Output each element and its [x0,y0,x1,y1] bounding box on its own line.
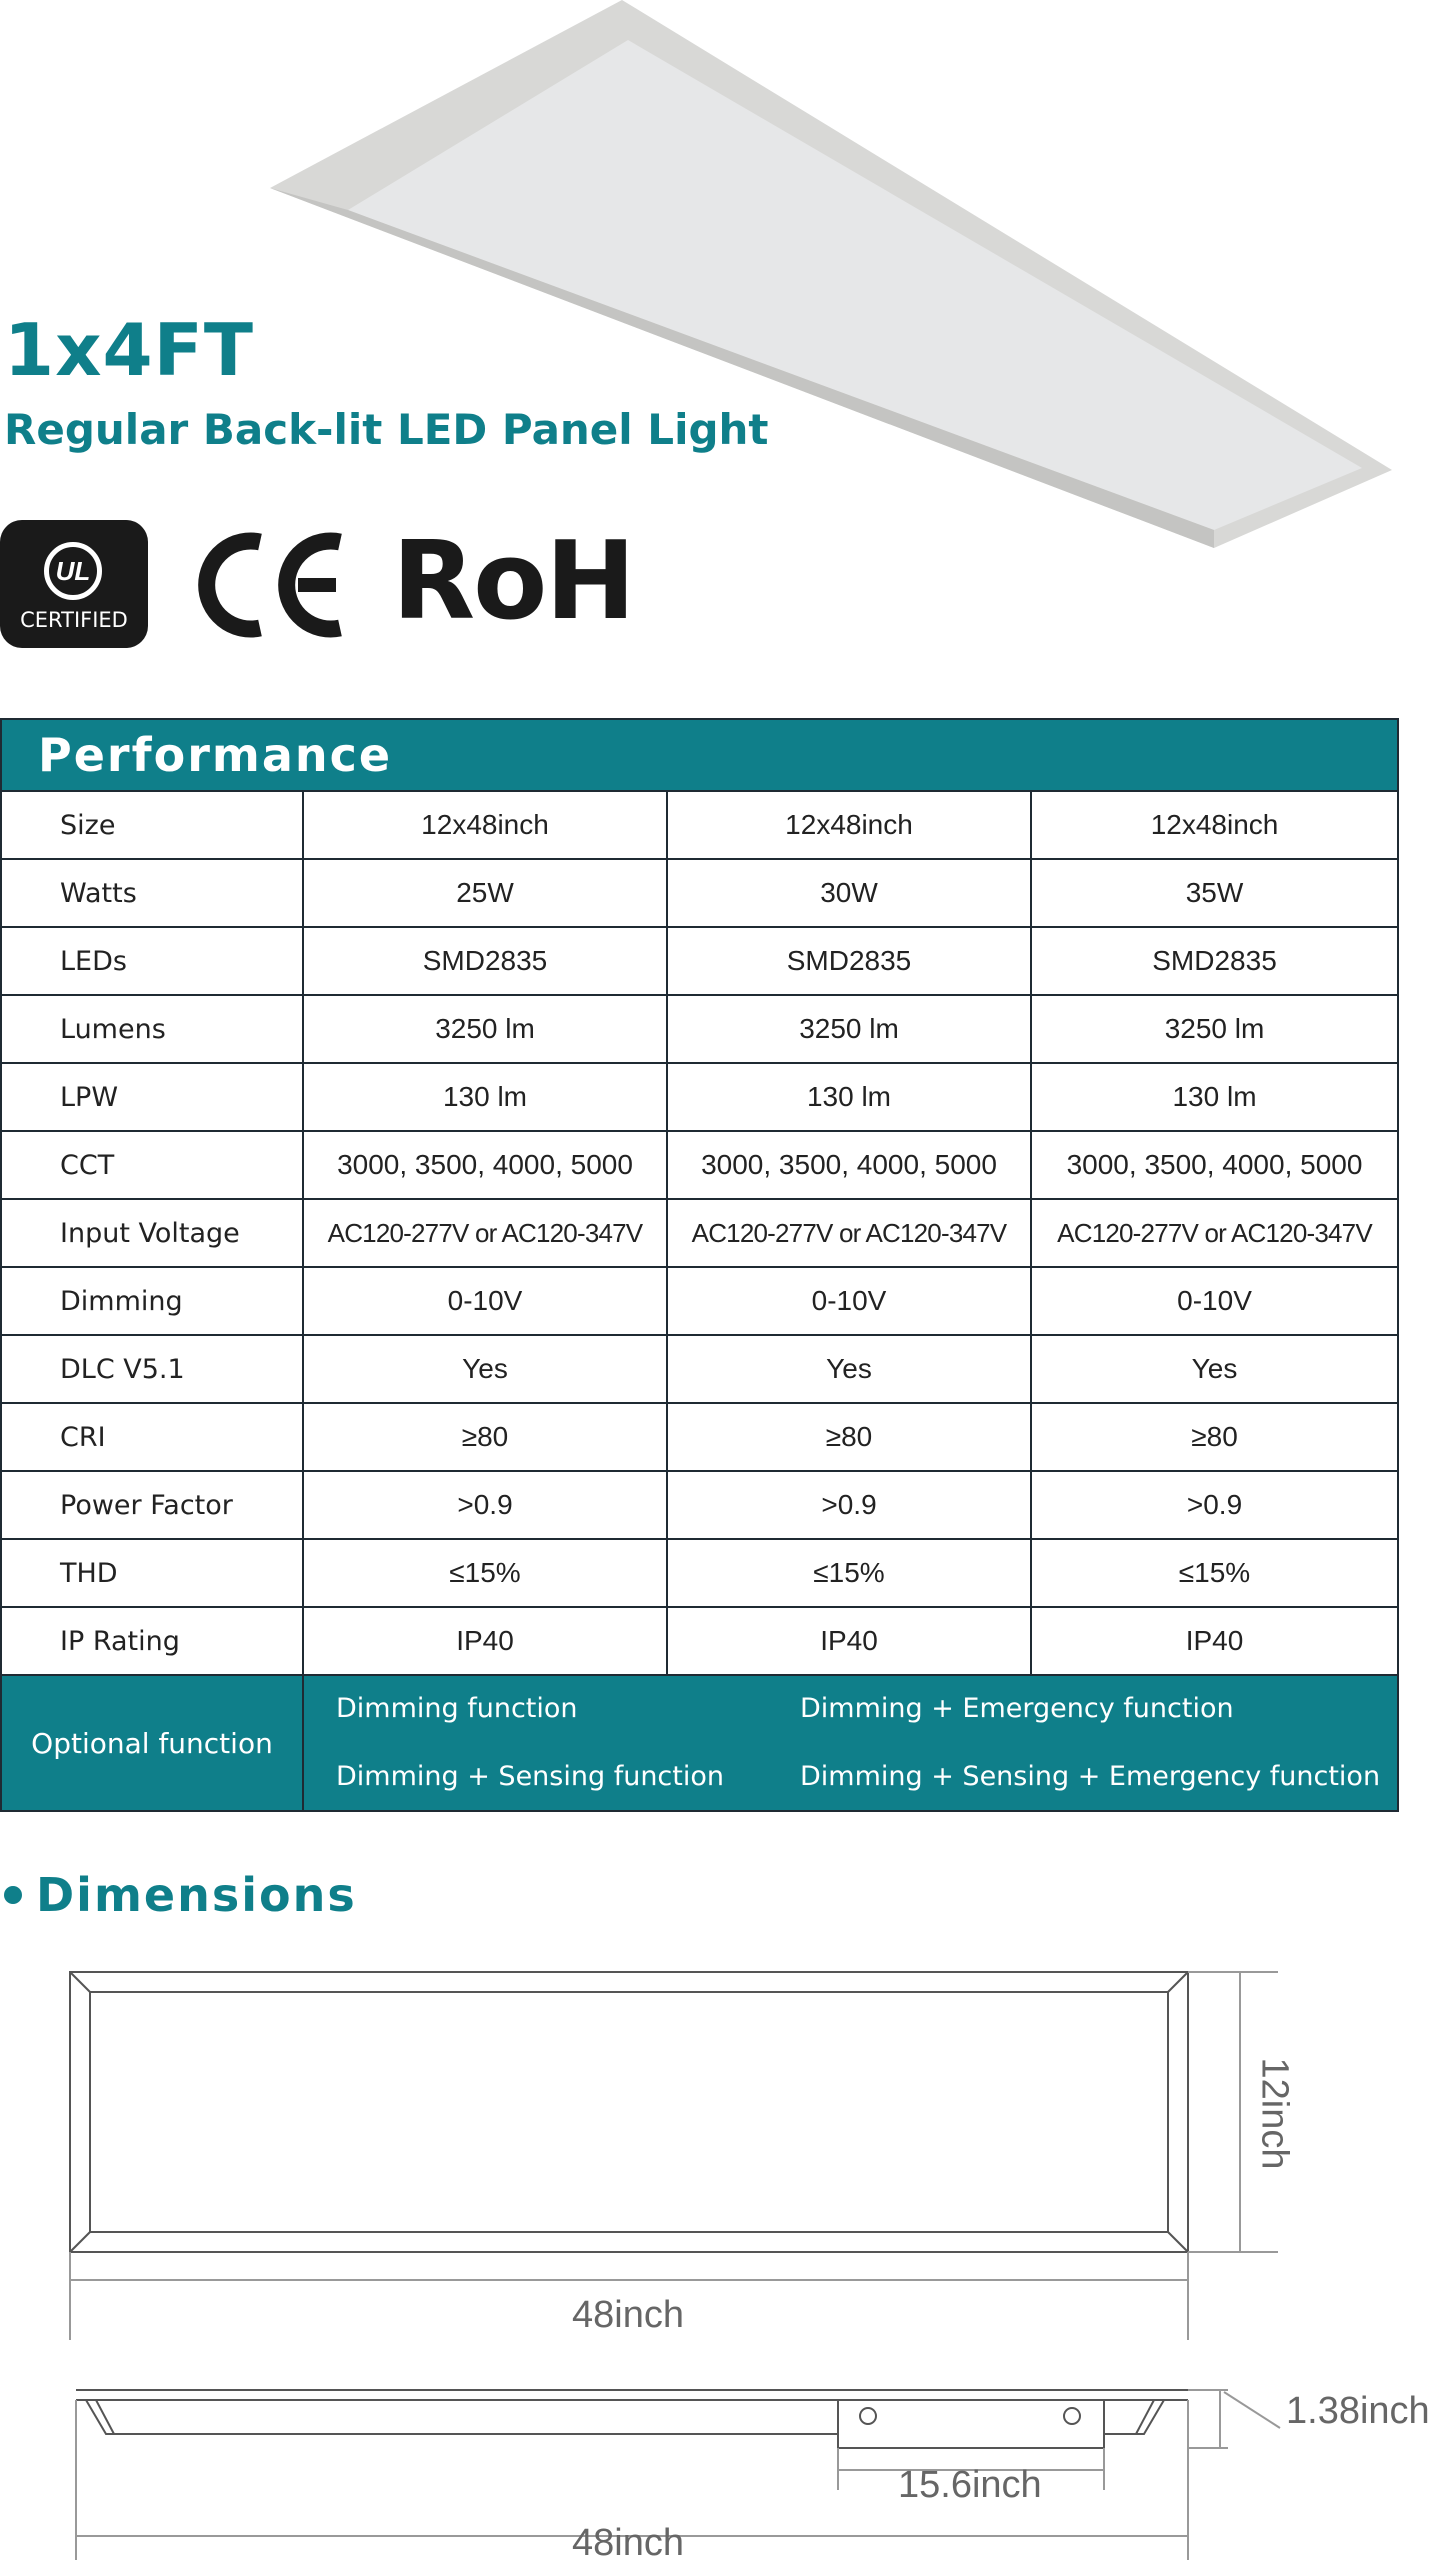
table-row [1,791,1398,859]
table-cell: AC120-277V or AC120-347V [667,1199,1031,1267]
table-cell: Yes [667,1335,1031,1403]
table-cell: AC120-277V or AC120-347V [303,1199,667,1267]
table-cell: 30W [667,859,1031,927]
dimension-lines [0,1950,1431,2560]
row-label: LPW [1,1063,303,1131]
optional-function-item: Dimming + Emergency function [800,1693,1234,1724]
table-cell: ≥80 [667,1403,1031,1471]
table-cell: ≥80 [303,1403,667,1471]
table-cell: 3000, 3500, 4000, 5000 [303,1131,667,1199]
table-cell: 25W [303,859,667,927]
height-label: 12inch [1253,2057,1296,2170]
page-title: 1x4FT [4,308,254,392]
optional-function-item: Dimming + Sensing function [336,1761,724,1792]
row-label: Dimming [1,1267,303,1335]
table-row [1,1471,1398,1539]
dimensions-heading-text: Dimensions [36,1868,357,1922]
table-cell: >0.9 [667,1471,1031,1539]
table-cell: ≤15% [1031,1539,1398,1607]
optional-function-row [1,1675,1398,1811]
performance-heading: Performance [1,719,1398,791]
table-row [1,859,1398,927]
table-cell: SMD2835 [667,927,1031,995]
table-cell: 130 lm [303,1063,667,1131]
ce-mark-logo [198,530,348,640]
table-row [1,1267,1398,1335]
row-label: LEDs [1,927,303,995]
table-cell: >0.9 [1031,1471,1398,1539]
row-label: Watts [1,859,303,927]
table-cell: IP40 [1031,1607,1398,1675]
table-row [1,1199,1398,1267]
row-label: Power Factor [1,1471,303,1539]
optional-function-label: Optional function [1,1675,303,1811]
table-cell: 130 lm [667,1063,1031,1131]
table-row [1,1607,1398,1675]
table-cell: 3000, 3500, 4000, 5000 [667,1131,1031,1199]
table-row [1,1131,1398,1199]
table-cell: Yes [303,1335,667,1403]
table-cell: 35W [1031,859,1398,927]
certification-logos [0,520,700,650]
table-cell: 3250 lm [667,995,1031,1063]
table-cell: ≤15% [303,1539,667,1607]
page-subtitle: Regular Back-lit LED Panel Light [4,405,769,454]
width-label-side: 48inch [572,2522,684,2560]
row-label: Size [1,791,303,859]
table-cell: Yes [1031,1335,1398,1403]
table-cell: 0-10V [1031,1267,1398,1335]
performance-table [0,718,1399,1812]
table-cell: ≥80 [1031,1403,1398,1471]
ul-symbol: UL [44,542,102,600]
dimension-drawing [0,1950,1431,2560]
table-cell: 12x48inch [303,791,667,859]
table-cell: IP40 [667,1607,1031,1675]
row-label: Input Voltage [1,1199,303,1267]
table-cell: SMD2835 [303,927,667,995]
table-cell: SMD2835 [1031,927,1398,995]
table-cell: 12x48inch [667,791,1031,859]
box-width-label: 15.6inch [898,2464,1042,2506]
table-row [1,1539,1398,1607]
width-label-top: 48inch [572,2294,684,2336]
row-label: Lumens [1,995,303,1063]
optional-function-item: Dimming function [336,1693,578,1724]
optional-function-list [303,1675,1398,1811]
table-cell: 3250 lm [303,995,667,1063]
table-cell: AC120-277V or AC120-347V [1031,1199,1398,1267]
row-label: THD [1,1539,303,1607]
table-cell: 0-10V [667,1267,1031,1335]
table-row [1,1335,1398,1403]
optional-function-item: Dimming + Sensing + Emergency function [800,1761,1381,1792]
table-cell: 130 lm [1031,1063,1398,1131]
thickness-label: 1.38inch [1286,2390,1430,2432]
table-row [1,927,1398,995]
table-cell: 12x48inch [1031,791,1398,859]
rohs-logo: RoH [392,519,634,644]
table-cell: 3250 lm [1031,995,1398,1063]
table-row [1,1403,1398,1471]
row-label: IP Rating [1,1607,303,1675]
row-label: CRI [1,1403,303,1471]
row-label: DLC V5.1 [1,1335,303,1403]
ul-certified-label: CERTIFIED [20,608,128,632]
bullet-icon [4,1886,22,1904]
table-cell: 3000, 3500, 4000, 5000 [1031,1131,1398,1199]
dimensions-heading [0,1868,357,1922]
table-cell: 0-10V [303,1267,667,1335]
row-label: CCT [1,1131,303,1199]
table-row [1,1063,1398,1131]
ul-certified-logo [0,520,148,648]
table-cell: >0.9 [303,1471,667,1539]
table-cell: IP40 [303,1607,667,1675]
table-cell: ≤15% [667,1539,1031,1607]
table-row [1,995,1398,1063]
